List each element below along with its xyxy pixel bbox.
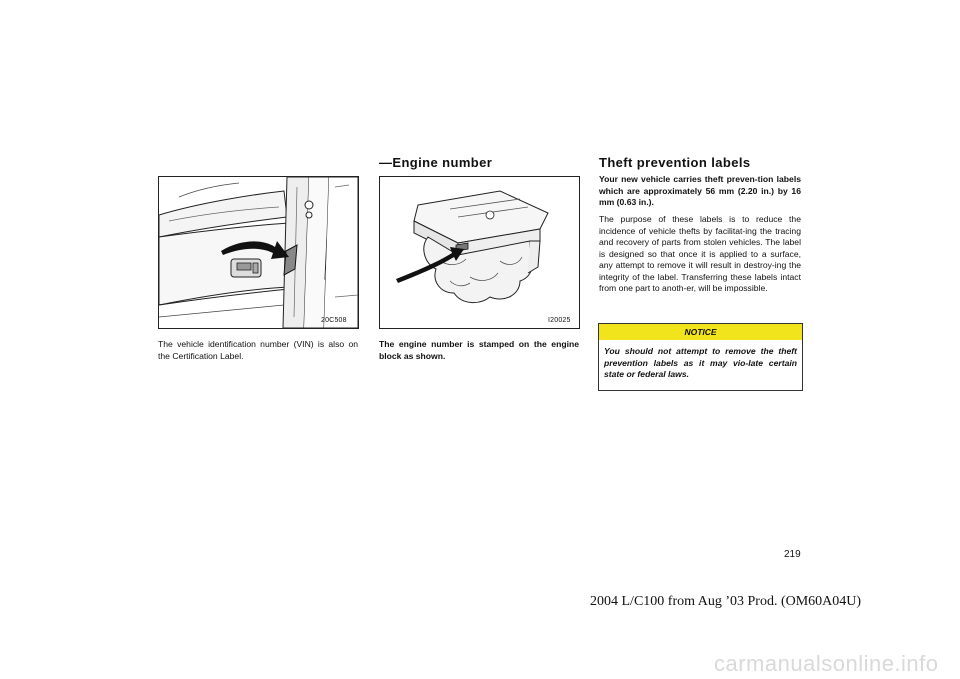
theft-prevention-heading: Theft prevention labels [599,155,751,170]
engine-number-caption: The engine number is stamped on the engine block as shown. [379,339,579,361]
theft-body-paragraph: The purpose of these labels is to reduce the incidence of vehicle thefts by facilitat-ing the tracing and recovery of parts from stolen vehicles. The label is designed so that once it is applied to a surface, any attempt to remove it will result in destroy-ing the integrity of the label. Transferring these labels intact from one part to anoth-er, will be impossible. [599,214,801,293]
vin-caption: The vehicle identification number (VIN) is also on the Certification Label. [158,339,358,361]
figure-code-middle: I20025 [548,317,571,324]
engine-number-heading: —Engine number [379,155,493,170]
watermark: carmanualsonline.info [714,651,939,676]
engine-number-illustration [379,176,580,329]
vin-label-illustration [158,176,359,329]
notice-title: NOTICE [599,324,802,340]
theft-intro-paragraph: Your new vehicle carries theft preven-tion labels which are approximately 56 mm (2.20 in.) by 16 mm (0.63 in.). [599,174,801,207]
figure-code-left: 20C508 [321,317,347,324]
footer-model-info: 2004 L/C100 from Aug ’03 Prod. (OM60A04U) [590,594,862,609]
page-number: 219 [784,549,801,560]
notice-text: You should not attempt to remove the theft prevention labels as it may vio-late certain state or federal laws. [604,346,797,379]
notice-box [598,323,803,391]
